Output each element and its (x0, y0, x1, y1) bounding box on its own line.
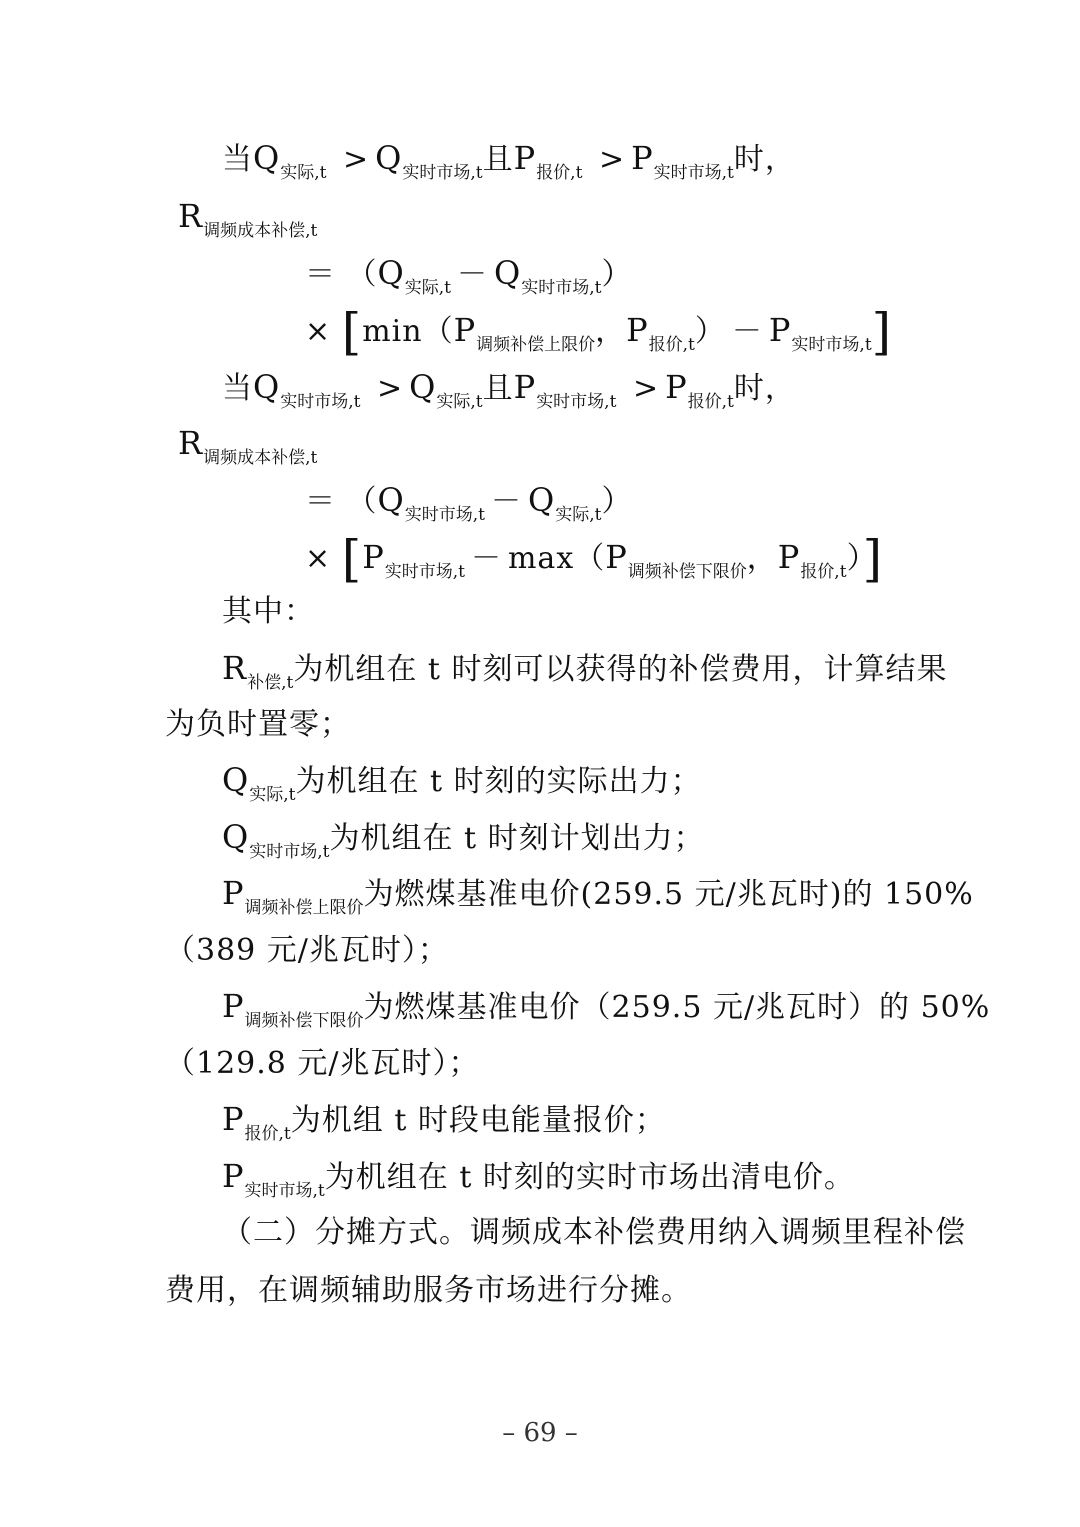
formula-mul2: × [$P_{实时市场,t} - \max(P_{调频补偿下限价}$，$P_{报价,t}$）] (305, 530, 884, 588)
definition-r-cont: 为负时置零； (165, 707, 351, 742)
formula-case2: 当$Q_{实时市场,t} > Q_{实际,t}$且$P_{实时市场,t} > P_{报价,t}$时， (222, 368, 796, 412)
definition-q-realtime: $Q_{实时市场,t}$为机组在 t 时刻计划出力； (222, 818, 705, 862)
definition-q-actual: $Q_{实际,t}$为机组在 t 时刻的实际出力； (222, 761, 702, 805)
formula-eq1: ＝ $(Q_{实际,t} - Q_{实时市场,t})$ (305, 254, 633, 298)
formula-case1: 当$Q_{实际,t} > Q_{实时市场,t}$且$P_{报价,t} > P_{实时市场,t}$时， (222, 139, 796, 183)
formula-mul1: × [$\min(P_{调频补偿上限价}$，$P_{报价,t}) - P_{实时市场,t}$] (305, 303, 893, 361)
allocation-paragraph-line1: （二）分摊方式。调频成本补偿费用纳入调频里程补偿 (222, 1215, 966, 1250)
definition-p-realtime: $P_{实时市场,t}$为机组在 t 时刻的实时市场出清电价。 (222, 1157, 855, 1201)
definition-p-floor: $P_{调频补偿下限价}$为燃煤基准电价（259.5 元/兆瓦时）的 50% (222, 987, 991, 1031)
formula-eq2: ＝ $(Q_{实时市场,t} - Q_{实际,t})$ (305, 481, 633, 525)
page-number: – 69 – (502, 1418, 578, 1448)
definitions-intro: 其中： (222, 594, 315, 629)
formula-r1: $R_{调频成本补偿,t}$ (178, 197, 318, 241)
definition-r: $R_{补偿,t}$为机组在 t 时刻可以获得的补偿费用，计算结果 (222, 649, 948, 693)
formula-r2: $R_{调频成本补偿,t}$ (178, 424, 318, 468)
allocation-paragraph-line2: 费用，在调频辅助服务市场进行分摊。 (165, 1273, 692, 1308)
definition-p-cap-cont: （389 元/兆瓦时）； (165, 933, 449, 968)
definition-p-bid: $P_{报价,t}$为机组 t 时段电能量报价； (222, 1100, 666, 1144)
definition-p-floor-cont: （129.8 元/兆瓦时）； (165, 1046, 480, 1081)
definition-p-cap: $P_{调频补偿上限价}$为燃煤基准电价(259.5 元/兆瓦时)的 150% (222, 874, 974, 918)
